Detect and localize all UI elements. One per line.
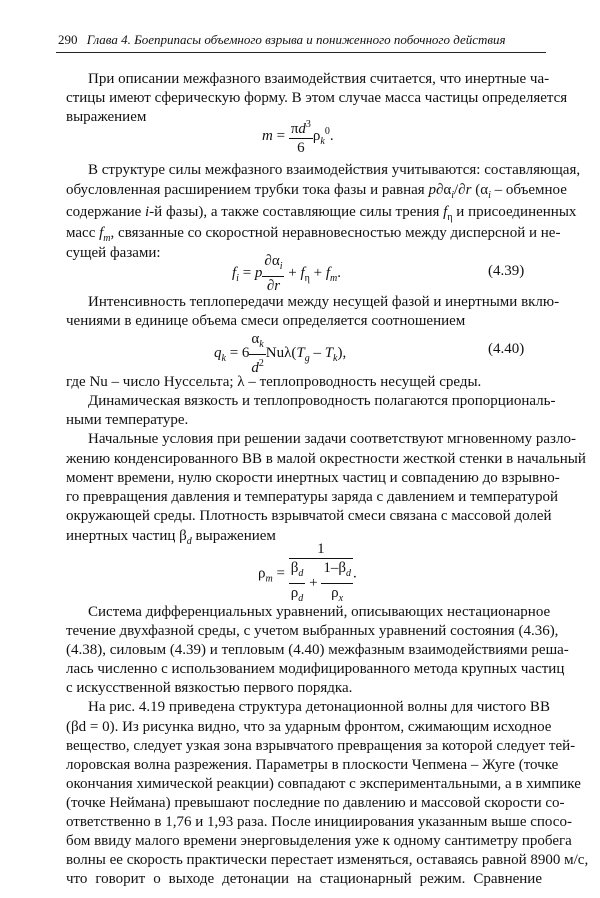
- body-line: го превращения давления и температуры заряда с давлением и температурой: [66, 489, 559, 505]
- body-line: обусловленная расширением трубки тока фазы и равная $p\partial\alpha_i/\partial r$ ($\alpha_i$ – объемное: [66, 182, 567, 201]
- body-line: течение двухфазной среды, с учетом выбранных уравнений состояния (4.36),: [66, 623, 559, 639]
- body-line: момент времени, нулю скорости инертных частиц и совпадению до взрывно-: [66, 470, 560, 486]
- body-line: чениями в единице объема смеси определяется соотношением: [66, 313, 466, 329]
- body-line: лоровская волна разрежения. Параметры в плоскости Чепмена – Жуге (точке: [66, 757, 559, 773]
- body-line: выражением: [66, 109, 147, 125]
- body-text: масс: [66, 225, 96, 241]
- body-line: что говорит о выходе детонации на стационарный режим. Сравнение: [66, 871, 542, 887]
- equation-4-39: $f_i = p$ $\frac{\partial\alpha_i}{\partial r}$ + $f_\eta + f_m$.: [232, 253, 341, 294]
- body-text: обусловленная расширением трубки тока фазы и равная: [66, 182, 425, 198]
- body-line: (4.38), силовым (4.39) и тепловым (4.40) межфазным взаимодействиями реша-: [66, 642, 569, 658]
- body-line: ответственно в 1,76 и 1,93 раза. После инициирования указанным выше спосо-: [66, 814, 572, 830]
- body-line: сущей фазами:: [66, 245, 161, 261]
- body-line: окончания химической реакции) совпадают с экспериментальными, а в химпике: [66, 776, 581, 792]
- equation-mass: m = $\frac{\pi d^3}{6}$ $\rho_k^0$.: [262, 116, 334, 157]
- body-text: , связанные со скоростной неравновесностью между дисперсной и не-: [110, 225, 561, 241]
- body-line: При описании межфазного взаимодействия считается, что инертные ча-: [88, 71, 550, 87]
- body-line: Система дифференциальных уравнений, описывающих нестационарное: [88, 604, 551, 620]
- body-line: с искусственной вязкостью первого порядка.: [66, 680, 353, 696]
- page-number: 290: [58, 32, 78, 47]
- body-line: ными температуре.: [66, 412, 189, 428]
- body-line: где Nu – число Нуссельта; λ – теплопроводность несущей среды.: [66, 374, 482, 390]
- body-line: вещество, следует узкая зона взрывчатого превращения за которой следует тей-: [66, 738, 576, 754]
- equation-number: (4.39): [488, 263, 525, 279]
- body-text: содержание: [66, 204, 142, 220]
- equation-4-40: $q_k = 6$ $\frac{\alpha_k}{d^2}$ $Nu\lambda(T_g - T_k)$,: [214, 331, 347, 376]
- body-text: выражением: [195, 528, 276, 544]
- body-line: стицы имеют сферическую форму. В этом случае масса частицы определяется: [66, 90, 568, 106]
- body-text: – объемное: [494, 182, 567, 198]
- body-line: волны ее скорость практически перестает изменяться, оставаясь равной 8900 м/с,: [66, 852, 589, 868]
- body-line: масс $f_m$, связанные со скоростной неравновесностью между дисперсной и не-: [66, 225, 561, 244]
- body-line: лась численно с использованием модифицированного метода крупных частиц: [66, 661, 565, 677]
- header-rule: [56, 52, 546, 53]
- body-text: -й фазы), а также составляющие силы трения: [149, 204, 440, 220]
- body-line: жению конденсированного ВВ в малой окрестности жесткой стенки в начальный: [66, 451, 586, 467]
- running-header: [58, 32, 544, 48]
- running-title: Глава 4. Боеприпасы объемного взрыва и пониженного побочного действия: [86, 32, 506, 47]
- body-line: Динамическая вязкость и теплопроводность полагаются пропорциональ-: [88, 393, 556, 409]
- body-line: Интенсивность теплопередачи между несущей фазой и инертными вклю-: [88, 294, 560, 310]
- body-line: На рис. 4.19 приведена структура детонационной волны для чистого ВВ: [88, 699, 550, 715]
- body-line: Начальные условия при решении задачи соответствуют мгновенному разло-: [88, 431, 576, 447]
- inline-formula: p: [428, 182, 436, 198]
- body-line: (βd = 0). Из рисунка видно, что за ударным фронтом, сжимающим исходное: [66, 719, 552, 735]
- equation-density: $\rho_m$ = 1 $\frac{\beta_d}{\rho_d}$ + $\frac{1-\beta_d}{\rho_x}$ .: [258, 541, 357, 604]
- body-line: В структуре силы межфазного взаимодействия учитываются: составляющая,: [88, 162, 581, 178]
- body-line: содержание i-й фазы), а также составляющие силы трения $f_\eta$ и присоединенных: [66, 204, 577, 223]
- body-line: (точке Неймана) превышают последние по давлению и массовой скорости со-: [66, 795, 565, 811]
- body-line: бом ввиду малого времени энерговыделения уже к одному сантиметру пробега: [66, 833, 572, 849]
- body-text: и присоединенных: [456, 204, 577, 220]
- body-line: инертных частиц $\beta_d$ выражением: [66, 528, 276, 547]
- body-line: окружающей среды. Плотность взрывчатой смеси связана с массовой долей: [66, 508, 552, 524]
- body-text: инертных частиц: [66, 528, 176, 544]
- equation-number: (4.40): [488, 341, 525, 357]
